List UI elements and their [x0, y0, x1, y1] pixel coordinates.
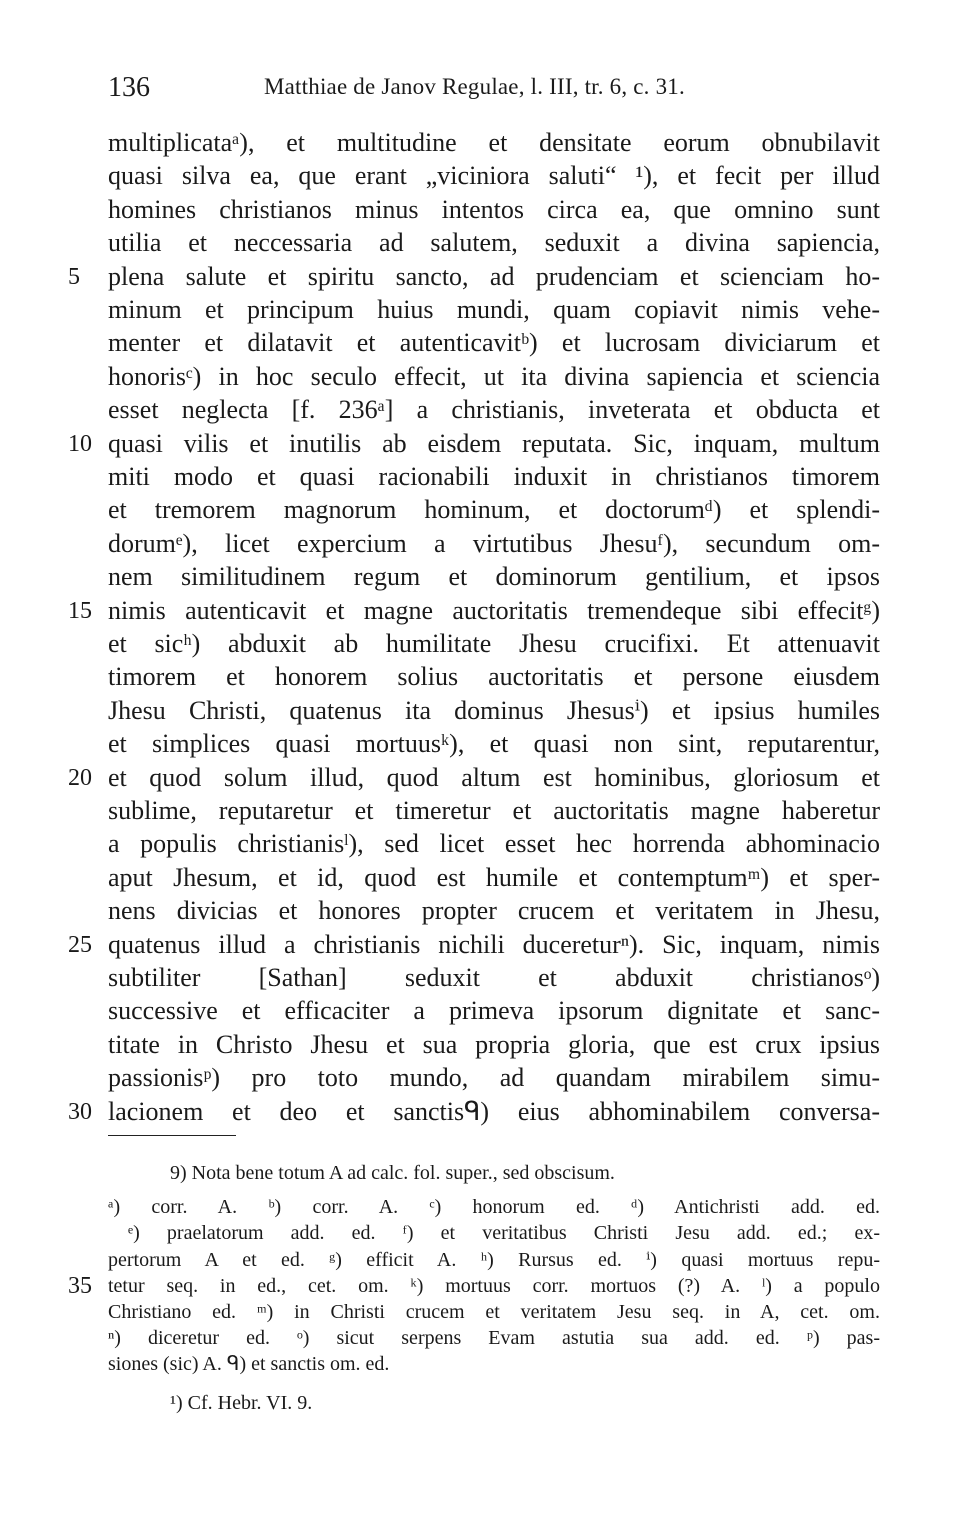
text-line: esset neglecta [f. 236ᵃ] a christianis, inveterata et obducta et [108, 395, 880, 425]
text-line: et quod solum illud, quod altum est hominibus, gloriosum et [108, 762, 880, 792]
text-line: multiplicataᵃ), et multitudine et densitate eorum obnubilavit [108, 128, 880, 157]
running-head: Matthiae de Janov Regulae, l. III, tr. 6, c. 31. [264, 74, 685, 99]
footnote: Christiano ed. ᵐ) in Christi crucem et veritatem Jesu seq. in A, cet. om. [108, 1301, 880, 1323]
text-line: et simplices quasi mortuusᵏ), et quasi non sint, reputarentur, [108, 729, 880, 759]
text-line: Jhesu Christi, quatenus ita dominus Jhesusⁱ) et ipsius humiles [108, 695, 880, 725]
footnote: pertorum A et ed. ᵍ) efficit A. ʰ) Rursus ed. ⁱ) quasi mortuus repu- [108, 1248, 880, 1271]
line-number: 25 [68, 931, 92, 958]
text-line: honorisᶜ) in hoc seculo effecit, ut ita divina sapiencia et sciencia [108, 361, 880, 391]
text-line: plena salute et spiritu sancto, ad prudenciam et scienciam ho- [108, 261, 880, 291]
line-number: 5 [68, 263, 80, 290]
text-line: nens divicias et honores propter crucem et veritatem in Jhesu, [108, 896, 880, 926]
footnote: 9) Nota bene totum A ad calc. fol. super., sed obscisum. [170, 1162, 615, 1184]
text-line: nimis autenticavit et magne auctoritatis tremendeque sibi effecitᵍ) [108, 595, 880, 625]
text-line: quasi silva ea, que erant „viciniora saluti“ ¹), et fecit per illud [108, 161, 880, 191]
footnote-divider [108, 1135, 236, 1136]
text-line: miti modo et quasi racionabili induxit in christianos timorem [108, 462, 880, 491]
text-line: et sicʰ) abduxit ab humilitate Jhesu crucifixi. Et attenuavit [108, 629, 880, 658]
page-number: 136 [108, 72, 150, 103]
text-line: passionisᵖ) pro toto mundo, ad quandam mirabilem simu- [108, 1063, 880, 1093]
text-line: successive et efficaciter a primeva ipsorum dignitate et sanc- [108, 996, 880, 1026]
line-number: 10 [68, 430, 92, 457]
line-number: 15 [68, 597, 92, 624]
text-line: sublime, reputaretur et timeretur et auctoritatis magne haberetur [108, 796, 880, 825]
line-number: 35 [68, 1272, 92, 1299]
footnote: ¹) Cf. Hebr. VI. 9. [170, 1391, 313, 1414]
text-line: nem similitudinem regum et dominorum gentilium, et ipsos [108, 562, 880, 592]
text-line: a populis christianisˡ), sed licet esset hec horrenda abhominacio [108, 829, 880, 859]
text-line: aput Jhesum, et id, quod est humile et contemptumᵐ) et sper- [108, 862, 880, 892]
footnote: ᵉ) praelatorum add. ed. ᶠ) et veritatibus Christi Jesu add. ed.; ex- [128, 1222, 880, 1245]
text-line: menter et dilatavit et autenticavitᵇ) et lucrosam diviciarum et [108, 328, 880, 358]
footnote: ᵃ) corr. A. ᵇ) corr. A. ᶜ) honorum ed. ᵈ) Antichristi add. ed. [108, 1196, 880, 1219]
text-line: titate in Christo Jhesu et sua propria gloria, que est crux ipsius [108, 1029, 880, 1059]
text-line: utilia et neccessaria ad salutem, seduxit a divina sapiencia, [108, 228, 880, 258]
page-header [108, 72, 880, 106]
text-line: quasi vilis et inutilis ab eisdem reputata. Sic, inquam, multum [108, 428, 880, 458]
footnote: tetur seq. in ed., cet. om. ᵏ) mortuus corr. mortuos (?) A. ˡ) a populo [108, 1274, 880, 1297]
text-line: dorumᵉ), licet expercium a virtutibus Jhesuᶠ), secundum om- [108, 528, 880, 558]
text-line: et tremorem magnorum hominum, et doctorumᵈ) et splendi- [108, 495, 880, 525]
text-line: homines christianos minus intentos circa ea, que omnino sunt [108, 194, 880, 224]
footnote: ⁿ) diceretur ed. ᵒ) sicut serpens Evam astutia sua add. ed. ᵖ) pas- [108, 1327, 880, 1350]
text-line: timorem et honorem solius auctoritatis et persone eiusdem [108, 662, 880, 692]
text-line: minum et principum huius mundi, quam copiavit nimis vehe- [108, 295, 880, 324]
line-number: 30 [68, 1098, 92, 1125]
text-line: lacionem et deo et sanctisᑫ) eius abhominabilem conversa- [108, 1096, 880, 1126]
line-number: 20 [68, 764, 92, 791]
text-line: subtiliter [Sathan] seduxit et abduxit christianosᵒ) [108, 963, 880, 992]
footnote: siones (sic) A. ᑫ) et sanctis om. ed. [108, 1353, 390, 1376]
text-line: quatenus illud a christianis nichili ducereturⁿ). Sic, inquam, nimis [108, 929, 880, 959]
